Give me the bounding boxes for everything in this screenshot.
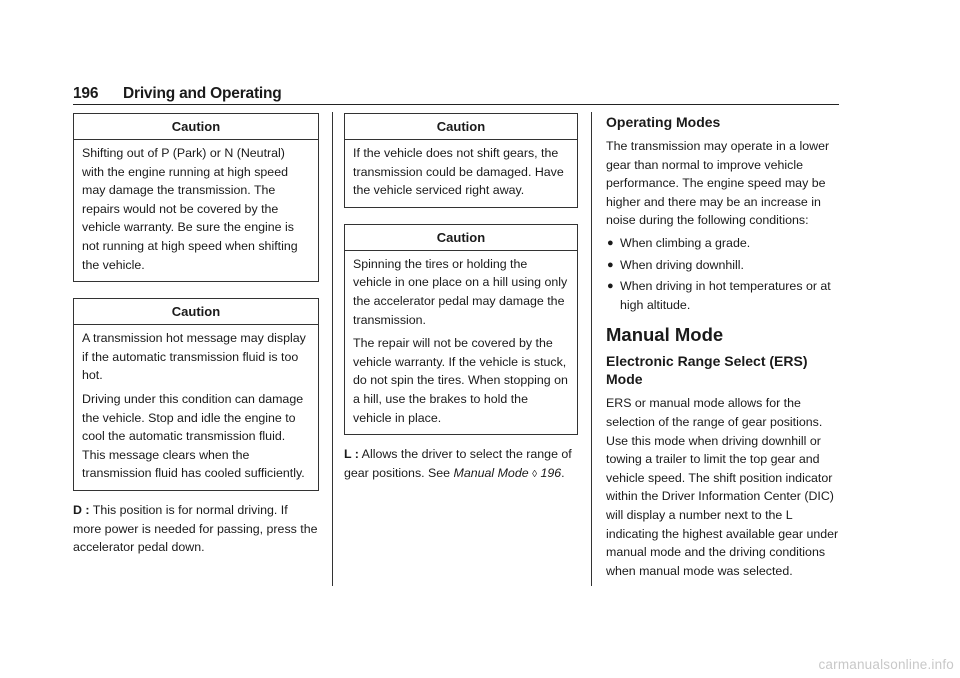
list-item: ● When driving in hot temperatures or at high altitude.	[607, 279, 831, 312]
gear-l-description	[344, 445, 578, 484]
caution-text: Driving under this condition can damage the vehicle. Stop and idle the engine to cool the automatic transmission fluid. This message clears when the transmission fluid has cooled sufficiently.	[82, 391, 305, 481]
caution-box-transmission-hot	[73, 298, 319, 491]
column-2	[344, 113, 578, 484]
watermark: carmanualsonline.info	[818, 657, 954, 672]
list-item: ● When driving downhill.	[606, 256, 842, 275]
caution-text: A transmission hot message may display if the automatic transmission fluid is too hot.	[82, 331, 306, 383]
column-3	[606, 113, 842, 580]
gear-l-term: L :	[344, 447, 359, 462]
bullet-icon: ●	[607, 280, 614, 293]
manual-mode-link[interactable]: Manual Mode	[453, 465, 529, 480]
ers-mode-heading: Electronic Range Select (ERS) Mode	[606, 353, 808, 388]
caution-text: The repair will not be covered by the vehicle warranty. If the vehicle is stuck, do not spin the tires. When stopping on a hill, use the brakes to hold the vehicle in place.	[353, 336, 568, 425]
caution-body	[74, 325, 318, 490]
ers-mode-text: ERS or manual mode allows for the selection of the range of gear positions. Use this mode when driving downhill or towing a trailer to limit the top gear and vehicle speed. The shift position indicator within the Driver Information Center (DIC) will display a number next to the L indicating the highest available gear under manual mode and the driving conditions when manual mode was selected.	[606, 396, 839, 578]
operating-modes-list	[606, 234, 842, 314]
caution-heading: Caution	[74, 114, 318, 140]
column-1	[73, 113, 319, 557]
operating-modes-heading: Operating Modes	[606, 114, 721, 130]
caution-text: Spinning the tires or holding the vehicle in one place on a hill using only the accelerator pedal may damage the transmission.	[353, 256, 568, 327]
manual-mode-heading: Manual Mode	[606, 324, 724, 346]
gear-l-text: Allows the driver to select the range of gear positions. See	[344, 447, 572, 480]
gear-d-text: This position is for normal driving. If more power is needed for passing, press the accelerator pedal down.	[73, 502, 318, 555]
caution-body	[345, 140, 577, 207]
caution-body	[74, 140, 318, 281]
gear-d-term: D :	[73, 502, 90, 517]
sentence-period: .	[561, 465, 565, 480]
gear-d-description	[73, 501, 319, 557]
list-item: ● When climbing a grade.	[606, 234, 842, 253]
operating-modes-intro: The transmission may operate in a lower gear than normal to improve vehicle performance. The engine speed may be higher and there may be an increase in noise during the following conditions:	[606, 139, 830, 228]
caution-body	[345, 251, 577, 434]
page-number: 196	[73, 85, 99, 102]
caution-text: Shifting out of P (Park) or N (Neutral) with the engine running at high speed may damage the transmission. The repairs would not be covered by the vehicle warranty. Be sure the engine is not running at high speed when shifting the vehicle.	[82, 146, 298, 272]
bullet-icon: ●	[607, 258, 614, 271]
column-divider-1	[332, 112, 333, 586]
bullet-icon: ●	[607, 236, 614, 249]
page-header	[73, 84, 839, 105]
section-title: Driving and Operating	[123, 85, 282, 102]
caution-box-no-shift	[344, 113, 578, 208]
caution-heading: Caution	[345, 225, 577, 251]
caution-text: If the vehicle does not shift gears, the transmission could be damaged. Have the vehicle serviced right away.	[353, 146, 564, 198]
caution-heading: Caution	[345, 114, 577, 140]
page-reference-icon: ◊	[532, 468, 538, 480]
caution-heading: Caution	[74, 299, 318, 325]
column-divider-2	[591, 112, 592, 586]
manual-mode-page-ref[interactable]: 196	[540, 465, 562, 480]
caution-box-spinning-tires	[344, 224, 578, 435]
caution-box-shift-high-speed	[73, 113, 319, 282]
